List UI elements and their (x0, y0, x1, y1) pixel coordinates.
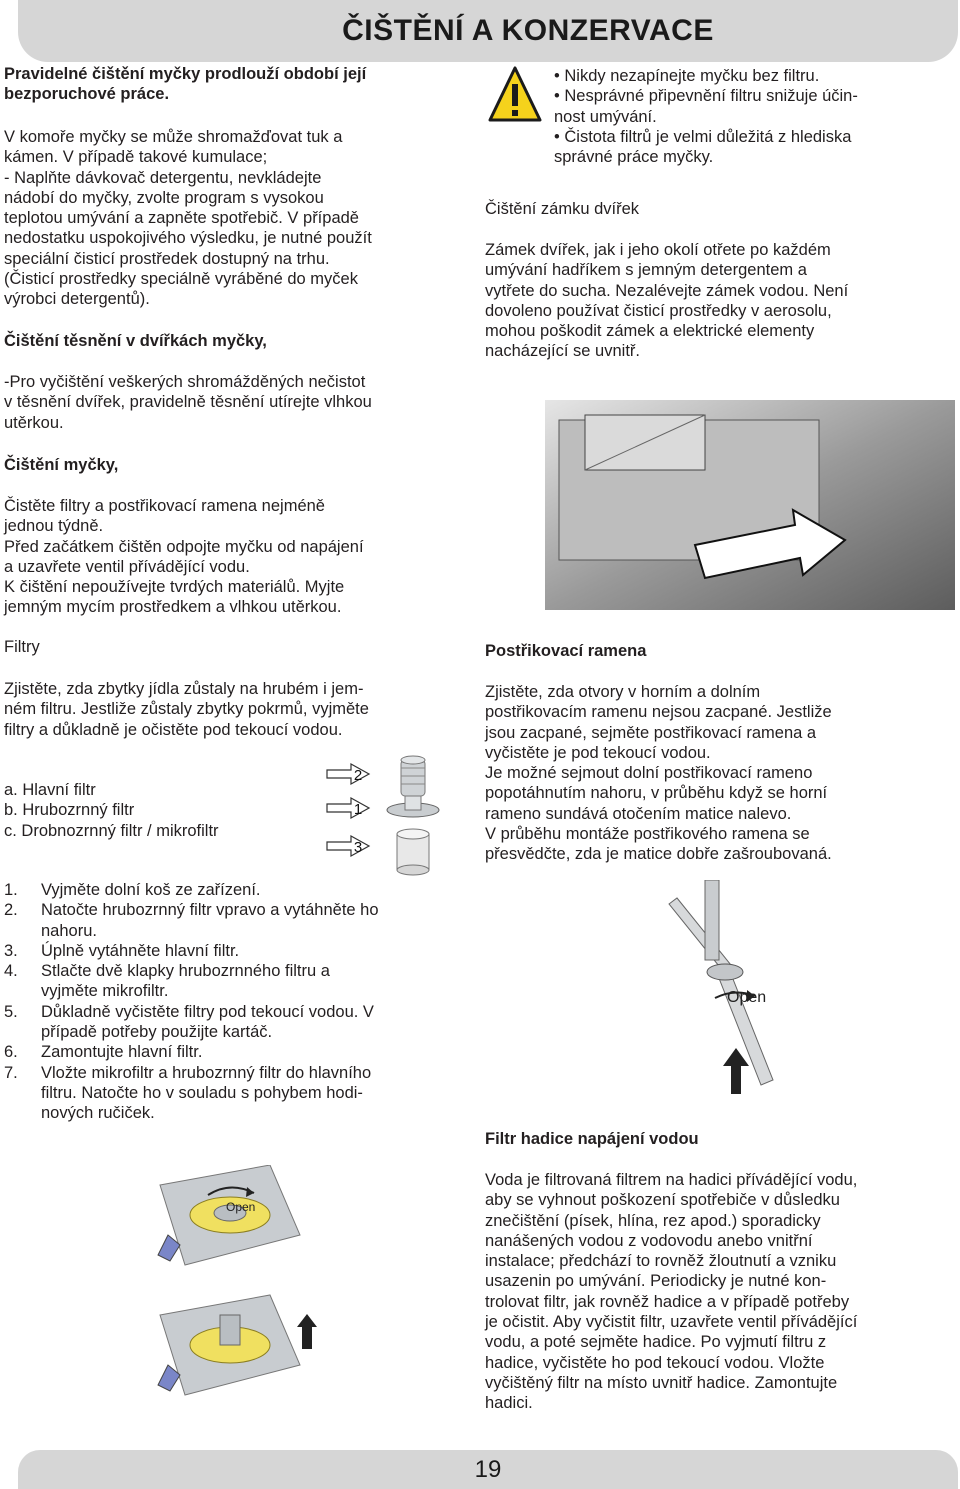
paragraph-deposits: V komoře myčky se může shromažďovat tuk a kámen. V případě takové kumulace; - Naplňte dávkovač detergentu, nevkládejte nádobí do myčky, zvolte program s vysokou teplotou umývání a zapněte spotřebič. V případě nedostatku uspokojivého výsledku, je nutné použít speciální čisticí prostředek dostupný na trhu. (Čisticí prostředky speciálně vyráběné do myček výrobci detergentů). (4, 128, 372, 309)
spray-arm-icon (669, 880, 773, 1085)
paragraph-door-lock: Zámek dvířek, jak i jeho okolí otřete po každém umývání hadříkem s jemným detergentem a vytřete do sucha. Nezalévejte zámek vodou. Není dovoleno používat čisticí prostředky v aerosolu, mohou poškodit zámek a elektrické elementy nacházející se uvnitř. (485, 241, 849, 361)
door-lock-photo (545, 400, 955, 610)
warning-notes: • Nikdy nezapínejte myčku bez filtru. • Nesprávné připevnění filtru snižuje účin- nost umývání. • Čistota filtrů je velmi důležitá z hlediska správné práce myčky. (554, 67, 858, 167)
filter-removal-diagram (150, 1165, 320, 1425)
open-label: Open (226, 1200, 256, 1214)
tub-floor-top (158, 1165, 300, 1265)
header-band (18, 0, 958, 62)
filter-steps-list (4, 880, 466, 1124)
step-item: 2. Natočte hrubozrnný filtr vpravo a vytáhněte ho nahoru. (4, 901, 379, 940)
heading-door-seal: Čištění těsnění v dvířkách myčky, (4, 332, 267, 350)
arrow-up-icon (297, 1314, 317, 1349)
heading-hose-filter: Filtr hadice napájení vodou (485, 1130, 699, 1148)
callout-3 (327, 836, 369, 856)
callout-1-label: 1 (353, 801, 363, 818)
page-number: 19 (474, 1456, 502, 1483)
heading-dishwasher-cleaning: Čištění myčky, (4, 456, 119, 474)
main-filter-icon (387, 796, 439, 817)
page-title: ČIŠTĚNÍ A KONZERVACE (342, 14, 714, 47)
warning-icon (488, 66, 542, 124)
filter-diagram (325, 752, 475, 882)
callout-3-label: 3 (353, 839, 363, 856)
step-item: 5. Důkladně vyčistěte filtry pod tekoucí vodou. V případě potřeby použijte kartáč. (4, 1002, 374, 1042)
step-item: 3. Úplně vytáhněte hlavní filtr. (4, 941, 240, 960)
micro-filter-icon (397, 829, 429, 875)
heading-spray-arms: Postřikovací ramena (485, 642, 647, 660)
callout-1 (327, 798, 369, 818)
heading-door-lock: Čištění zámku dvířek (485, 200, 640, 218)
callout-2 (327, 764, 369, 784)
paragraph-dishwasher-cleaning: Čistěte filtry a postřikovací ramena nejméně jednou týdně. Před začátkem čištěn odpojte myčku od napájení a uzavřete ventil přívádějící vodu. K čištění nepoužívejte tvrdých materiálů. Myjte jemným mycím prostředkem a vlhkou utěrkou. (4, 497, 364, 617)
paragraph-filters: Zjistěte, zda zbytky jídla zůstaly na hrubém i jem- ném filtru. Jestliže zůstaly zbytky pokrmů, vyjměte filtry a důkladně je očistěte pod tekoucí vodou. (4, 680, 369, 739)
coarse-filter-icon (401, 756, 425, 796)
step-item: 6. Zamontujte hlavní filtr. (4, 1043, 203, 1062)
step-item: 4. Stlačte dvě klapky hrubozrnného filtru a vyjměte mikrofiltr. (4, 962, 330, 1001)
step-item: 7. Vložte mikrofiltr a hrubozrnný filtr do hlavního filtru. Natočte ho v souladu s pohybem hodi- nových ručiček. (4, 1063, 372, 1123)
arm-open-label: Open (727, 989, 767, 1006)
arrow-up-icon (723, 1048, 749, 1094)
callout-2-label: 2 (353, 767, 363, 784)
paragraph-spray-arms: Zjistěte, zda otvory v horním a dolním postřikovacím ramenu nejsou zacpané. Jestliže jsou zacpané, sejměte postřikovací ramena a vyčistěte je pod tekoucí vodou. Je možné sejmout dolní postřikovací rameno popotáhnutím nahoru, v průběhu když se horní rameno sundává otočením matice nalevo. V průběhu montáže postřikového ramena se přesvědčte, zda je matice dobře zašroubovaná. (485, 683, 832, 864)
filter-list: a. Hlavní filtr b. Hrubozrnný filtr c. Drobnozrnný filtr / mikrofiltr (4, 781, 219, 840)
tub-floor-bottom (158, 1295, 300, 1395)
step-item: 1. Vyjměte dolní koš ze zařízení. (4, 881, 261, 899)
paragraph-hose-filter: Voda je filtrovaná filtrem na hadici přívádějící vodu, aby se vyhnout poškození spotřebiče v důsledku znečištění (písek, hlína, rez apod.) sporadicky nanášených vodou z vodovodu anebo vnitřní instalace; předchází to rovněž žloutnutí a vzniku usazenin po umývání. Periodicky je nutné kon- trolovat filtr, jak rovněž hadice a v případě potřeby je očistit. Aby vyčistit filtr, uzavřete ventil přívádějící vodu, a poté sejměte hadice. Po vyjmutí filtru z hadice, vyčistěte ho pod tekoucí vodou. Vložte vyčištěný filtr na místo uvnitř hadice. Zamontujte hadici. (485, 1171, 858, 1413)
paragraph-door-seal: -Pro vyčištění veškerých shromážděných nečistot v těsnění dvířek, pravidelně těsnění utírejte vlhkou utěrkou. (4, 373, 372, 432)
heading-filters: Filtry (4, 638, 40, 656)
footer-band (18, 1450, 958, 1489)
intro-text: Pravidelné čištění myčky prodlouží období její bezporuchové práce. (4, 65, 367, 104)
spray-arm-diagram (655, 880, 805, 1100)
